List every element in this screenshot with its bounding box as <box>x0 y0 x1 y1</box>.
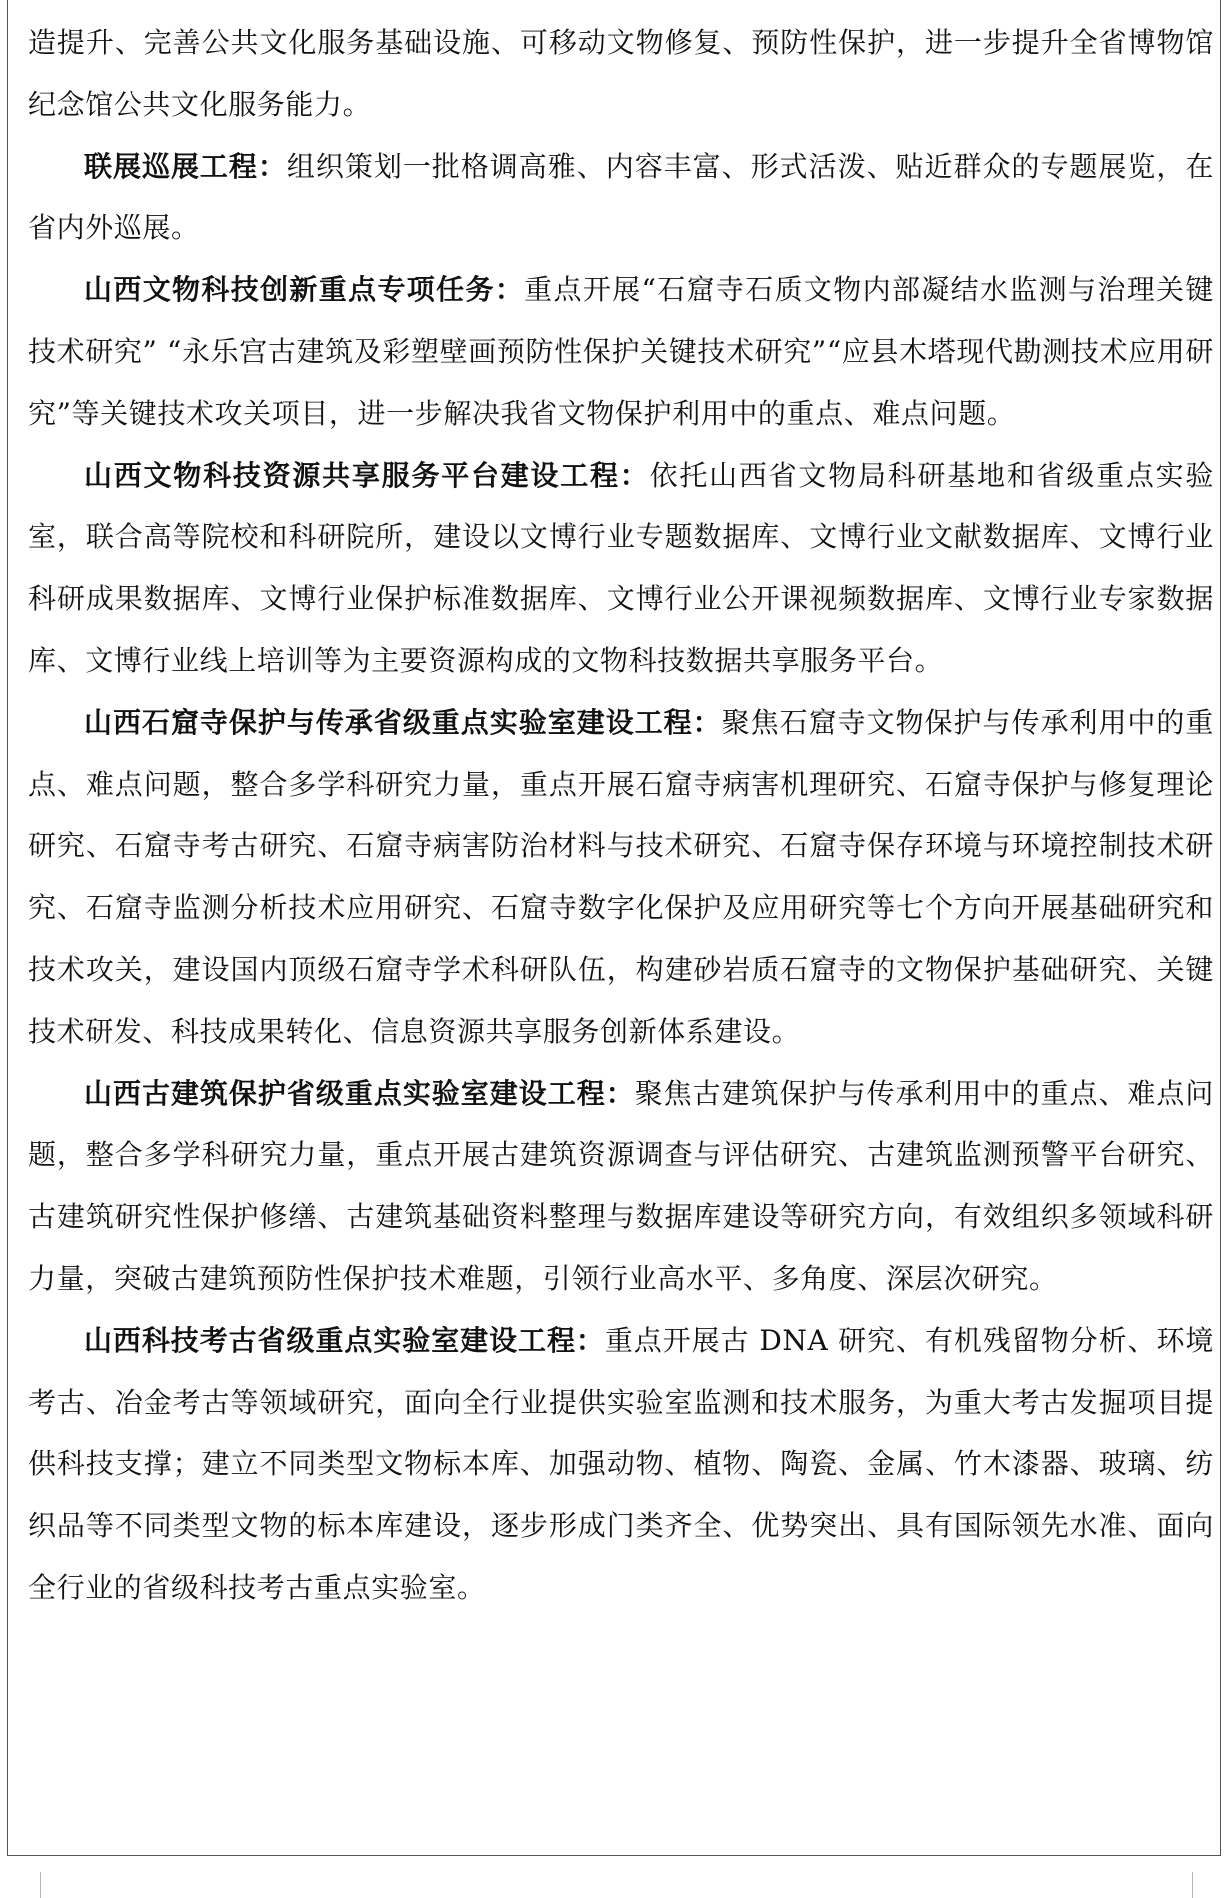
document-body <box>28 12 1214 1619</box>
paragraph-tech-innovation <box>28 259 1214 444</box>
paragraph-heading: 山西文物科技资源共享服务平台建设工程： <box>84 458 650 492</box>
paragraph-text: 造提升、完善公共文化服务基础设施、可移动文物修复、预防性保护，进一步提升全省博物馆纪念馆公共文化服务能力。 <box>28 26 1214 121</box>
paragraph-heading: 山西科技考古省级重点实验室建设工程： <box>84 1323 605 1357</box>
paragraph-joint-exhibition <box>28 136 1214 260</box>
page-corner-mark-left <box>14 1872 41 1898</box>
page-frame <box>7 0 1221 1856</box>
paragraph-grotto-lab <box>28 692 1214 1063</box>
paragraph-archaeology-lab <box>28 1310 1214 1619</box>
paragraph-resource-sharing-platform <box>28 445 1214 692</box>
paragraph-continuation <box>28 12 1214 136</box>
paragraph-text: 重点开展古 DNA 研究、有机残留物分析、环境考古、冶金考古等领域研究，面向全行业提供实验室监测和技术服务，为重大考古发掘项目提供科技支撑；建立不同类型文物标本库、加强动物、植物、陶瓷、金属、竹木漆器、玻璃、纺织品等不同类型文物的标本库建设，逐步形成门类齐全、优势突出、具有国际领先水准、面向全行业的省级科技考古重点实验室。 <box>28 1323 1214 1604</box>
paragraph-text: 重点开展“石窟寺石质文物内部凝结水监测与治理关键技术研究” “永乐宫古建筑及彩塑壁画预防性保护关键技术研究”“应县木塔现代勘测技术应用研究”等关键技术攻关项目，进一步解决我省文物保护利用中的重点、难点问题。 <box>28 273 1214 430</box>
paragraph-text: 聚焦古建筑保护与传承利用中的重点、难点问题，整合多学科研究力量，重点开展古建筑资源调查与评估研究、古建筑监测预警平台研究、古建筑研究性保护修缮、古建筑基础资料整理与数据库建设等研究方向，有效组织多领域科研力量，突破古建筑预防性保护技术难题，引领行业高水平、多角度、深层次研究。 <box>28 1076 1214 1295</box>
paragraph-text: 组织策划一批格调高雅、内容丰富、形式活泼、贴近群众的专题展览，在省内外巡展。 <box>28 149 1214 245</box>
paragraph-text: 依托山西省文物局科研基地和省级重点实验室，联合高等院校和科研院所，建设以文博行业专题数据库、文博行业文献数据库、文博行业科研成果数据库、文博行业保护标准数据库、文博行业公开课视频数据库、文博行业专家数据库、文博行业线上培训等为主要资源构成的文物科技数据共享服务平台。 <box>28 458 1215 677</box>
paragraph-heading: 联展巡展工程： <box>84 149 287 183</box>
paragraph-ancient-architecture-lab <box>28 1063 1214 1310</box>
page-corner-mark-right <box>1192 1872 1219 1898</box>
paragraph-heading: 山西文物科技创新重点专项任务： <box>84 273 525 307</box>
paragraph-heading: 山西古建筑保护省级重点实验室建设工程： <box>84 1076 635 1110</box>
paragraph-text: 聚焦石窟寺文物保护与传承利用中的重点、难点问题，整合多学科研究力量，重点开展石窟寺病害机理研究、石窟寺保护与修复理论研究、石窟寺考古研究、石窟寺病害防治材料与技术研究、石窟寺保存环境与环境控制技术研究、石窟寺监测分析技术应用研究、石窟寺数字化保护及应用研究等七个方向开展基础研究和技术攻关，建设国内顶级石窟寺学术科研队伍，构建砂岩质石窟寺的文物保护基础研究、关键技术研发、科技成果转化、信息资源共享服务创新体系建设。 <box>28 705 1215 1048</box>
paragraph-heading: 山西石窟寺保护与传承省级重点实验室建设工程： <box>84 705 722 739</box>
